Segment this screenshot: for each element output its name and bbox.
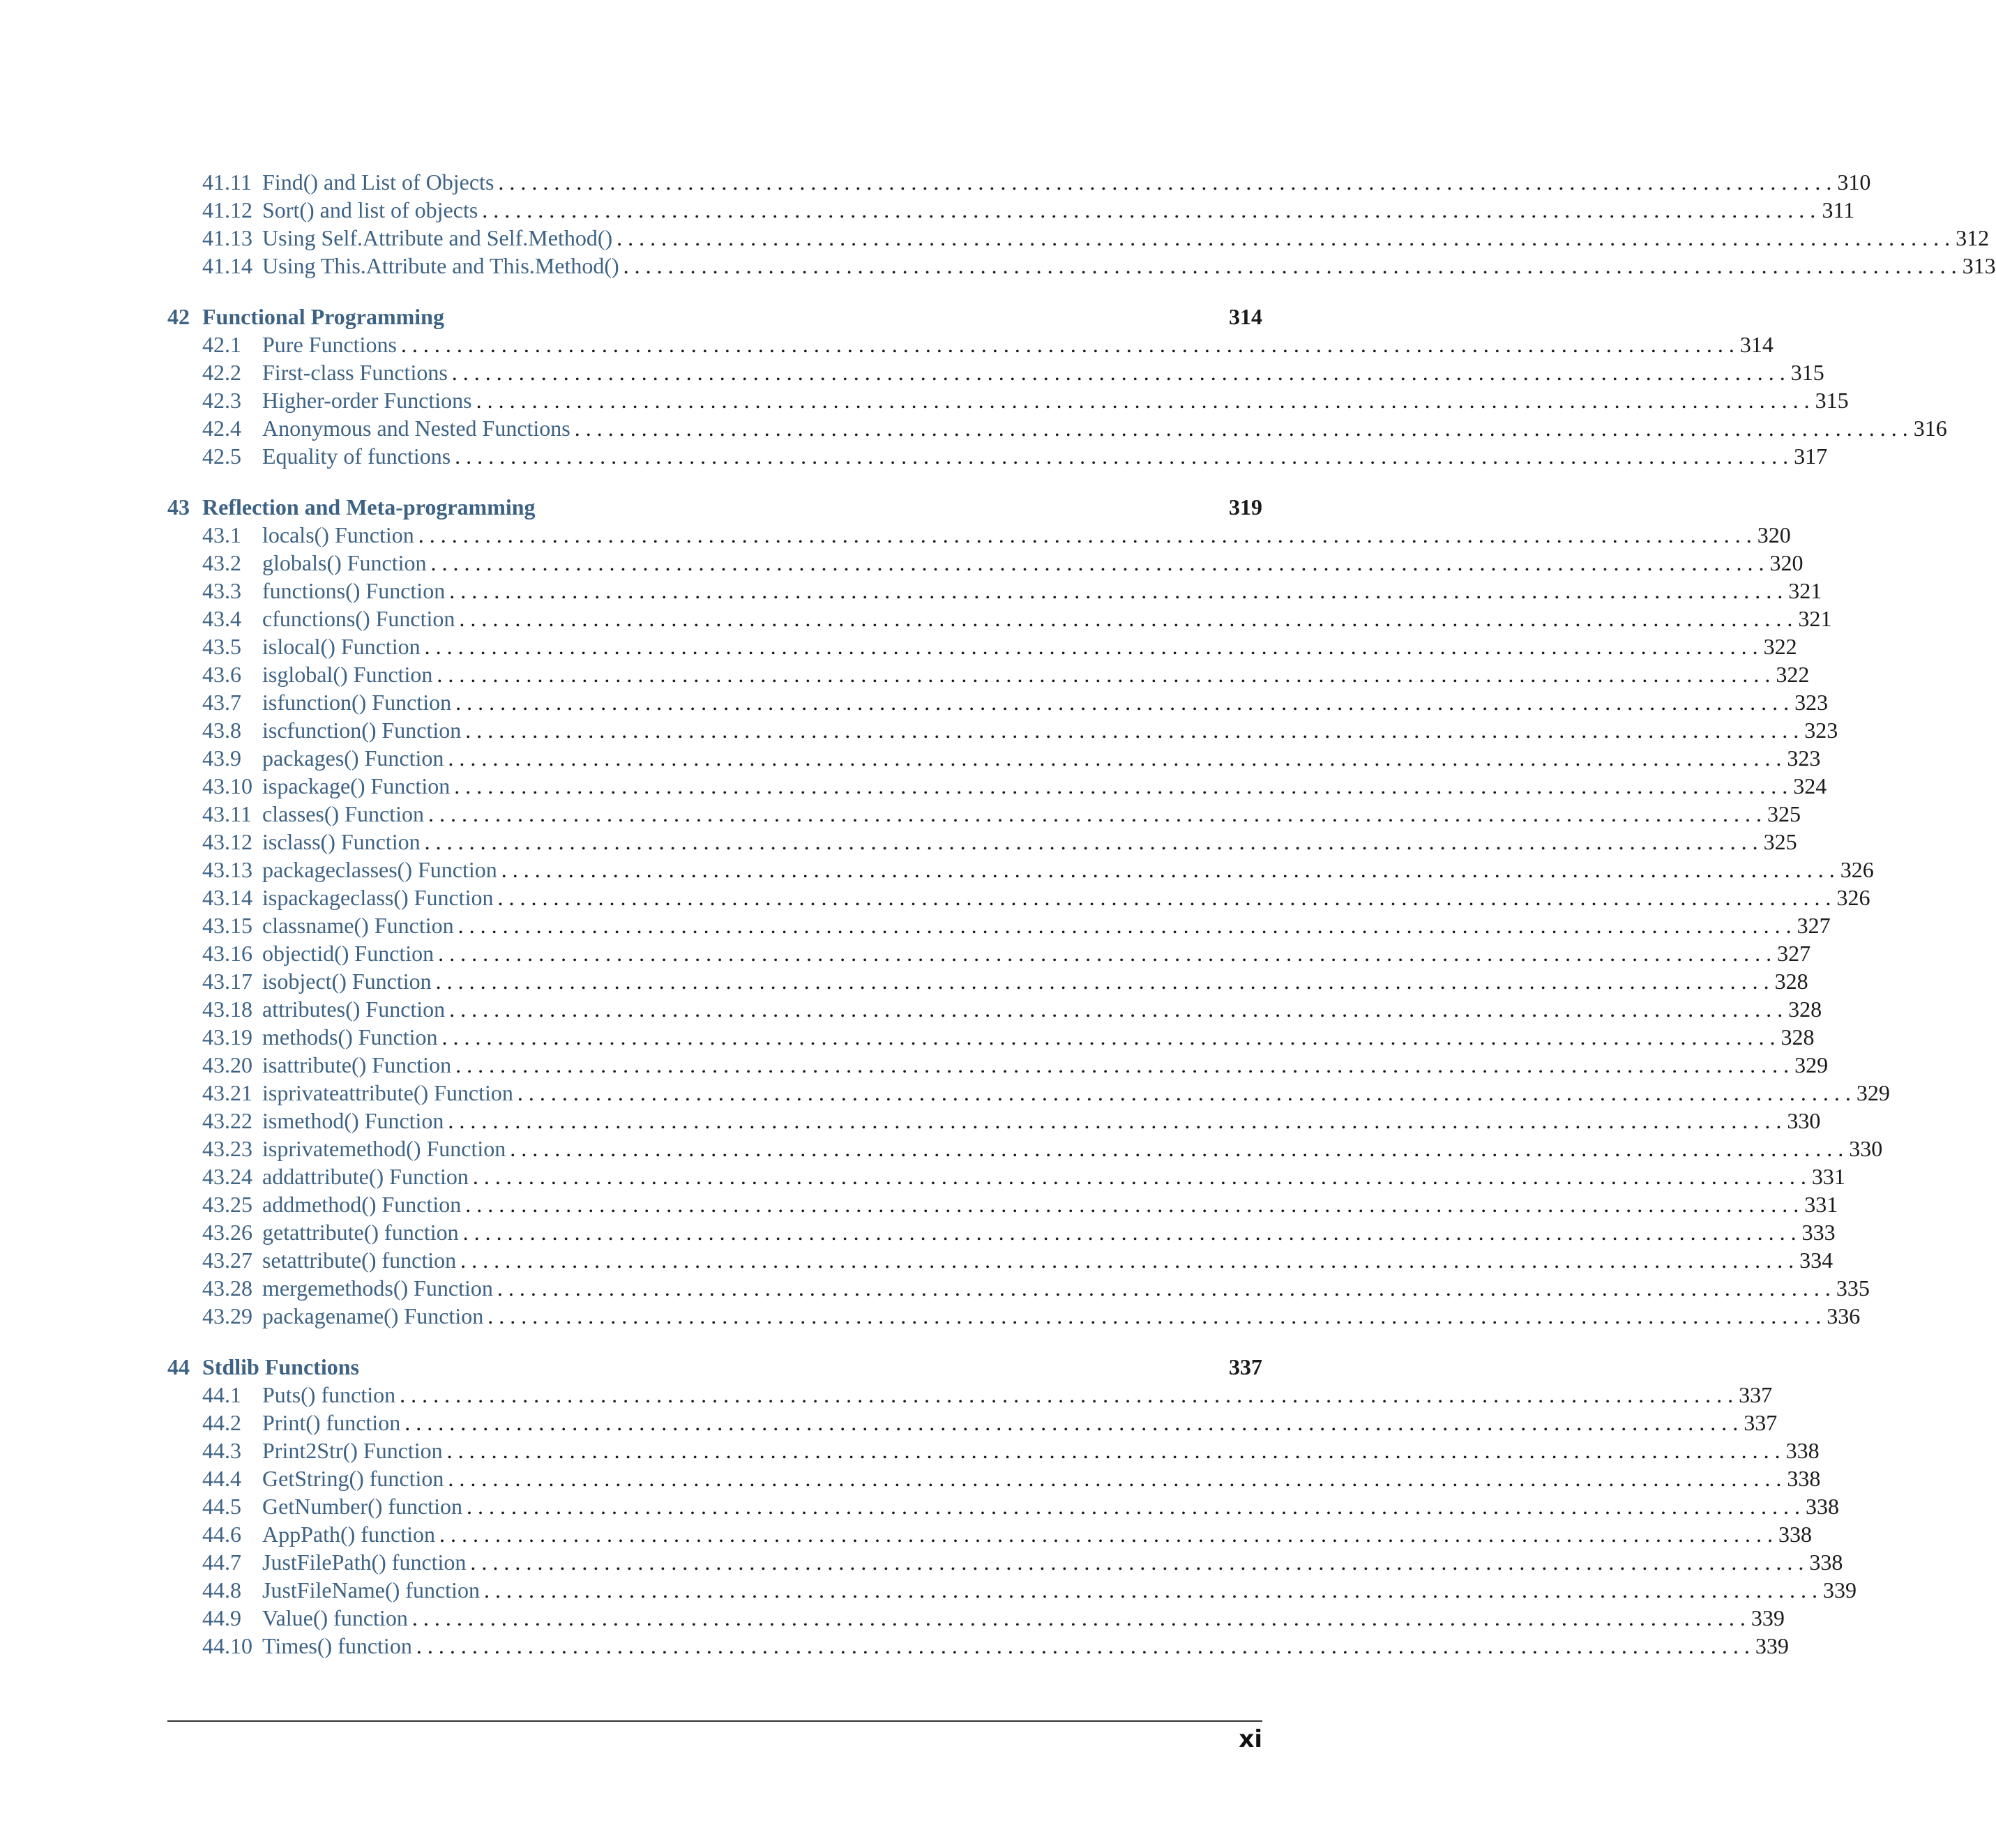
toc-entry[interactable] (167, 549, 1804, 577)
section-page-number: 338 (1787, 1466, 1821, 1491)
toc-entry[interactable] (167, 577, 1822, 605)
section-title-link[interactable]: addattribute() Function (262, 1164, 469, 1189)
toc-entry[interactable] (167, 414, 1947, 442)
section-title-link[interactable]: JustFilePath() function (262, 1550, 467, 1575)
section-number: 42.1 (202, 332, 241, 357)
section-title-link[interactable]: setattribute() function (262, 1248, 457, 1273)
section-number: 42.5 (202, 444, 241, 469)
dot-leader: . . . . . . . . . . . . . . . . . . . . . . . . . . . . . . . . . . . . . . . . . . . . . . . . . . . . . . . . . . . . . . . . . . . . . . . . . . . . . . . . . . . . . . . . . . . . . . . . . . . . . . . . . . . . . . . . . . . . . . . . (451, 360, 1785, 385)
chapter-number: 44 (167, 1354, 190, 1379)
section-page-number: 337 (1739, 1382, 1773, 1407)
dot-leader: . . . . . . . . . . . . . . . . . . . . . . . . . . . . . . . . . . . . . . . . . . . . . . . . . . . . . . . . . . . . . . . . . . . . . . . . . . . . . . . . . . . . . . . . . . . . . . . . . . . . . . . . . . . . . . . . . . . . . . . . (405, 1410, 1739, 1435)
section-number: 43.21 (202, 1080, 252, 1105)
section-number: 43.11 (202, 801, 252, 826)
section-page-number: 328 (1774, 969, 1808, 994)
dot-leader: . . . . . . . . . . . . . . . . . . . . . . . . . . . . . . . . . . . . . . . . . . . . . . . . . . . . . . . . . . . . . . . . . . . . . . . . . . . . . . . . . . . . . . . . . . . . . . . . . . . . . . . . . . . . . . . . . . . . . . . . (497, 1275, 1831, 1301)
dot-leader: . . . . . . . . . . . . . . . . . . . . . . . . . . . . . . . . . . . . . . . . . . . . . . . . . . . . . . . . . . . . . . . . . . . . . . . . . . . . . . . . . . . . . . . . . . . . . . . . . . . . . . . . . . . . . . . . . . . . . . . . (498, 169, 1832, 195)
section-title-link[interactable]: isobject() Function (262, 969, 432, 994)
dot-leader: . . . . . . . . . . . . . . . . . . . . . . . . . . . . . . . . . . . . . . . . . . . . . . . . . . . . . . . . . . . . . . . . . . . . . . . . . . . . . . . . . . . . . . . . . . . . . . . . . . . . . . . . . . . . . . . . . . . . . . . . (476, 388, 1810, 413)
section-page-number: 311 (1822, 197, 1855, 222)
section-title-link[interactable]: isprivatemethod() Function (262, 1136, 506, 1161)
dot-leader: . . . . . . . . . . . . . . . . . . . . . . . . . . . . . . . . . . . . . . . . . . . . . . . . . . . . . . . . . . . . . . . . . . . . . . . . . . . . . . . . . . . . . . . . . . . . . . . . . . . . . . . . . . . . . . . . . . . . . . . . (574, 416, 1908, 441)
toc-entry[interactable] (167, 884, 1870, 911)
section-number: 43.25 (202, 1192, 252, 1217)
toc-entry[interactable] (167, 605, 1832, 633)
toc-entry[interactable] (167, 1218, 1836, 1246)
section-page-number: 330 (1849, 1136, 1883, 1161)
chapter-title[interactable]: Stdlib Functions (202, 1354, 359, 1379)
toc-entry[interactable] (167, 386, 1849, 414)
dot-leader: . . . . . . . . . . . . . . . . . . . . . . . . . . . . . . . . . . . . . . . . . . . . . . . . . . . . . . . . . . . . . . . . . . . . . . . . . . . . . . . . . . . . . . . . . . . . . . . . . . . . . . . . . . . . . . . . . . . . . . . . (411, 1605, 1746, 1630)
section-page-number: 324 (1793, 773, 1827, 798)
toc-entry[interactable] (167, 1051, 1829, 1079)
section-title-link[interactable]: islocal() Function (262, 634, 421, 659)
section-title-link[interactable]: functions() Function (262, 578, 446, 603)
toc-entry[interactable] (167, 716, 1838, 744)
section-title-link[interactable]: classname() Function (262, 913, 454, 938)
section-number: 43.2 (202, 550, 241, 575)
section-page-number: 315 (1815, 388, 1849, 413)
section-title-link[interactable]: classes() Function (262, 801, 424, 826)
dot-leader: . . . . . . . . . . . . . . . . . . . . . . . . . . . . . . . . . . . . . . . . . . . . . . . . . . . . . . . . . . . . . . . . . . . . . . . . . . . . . . . . . . . . . . . . . . . . . . . . . . . . . . . . . . . . . . . . . . . . . . . . (424, 634, 1758, 659)
section-number: 42.3 (202, 388, 241, 413)
section-title-link[interactable]: Find() and List of Objects (262, 169, 494, 195)
toc-entry[interactable] (167, 1162, 1845, 1190)
section-number: 43.28 (202, 1275, 252, 1301)
section-page-number: 321 (1798, 606, 1832, 631)
section-title-link[interactable]: isglobal() Function (262, 662, 433, 687)
toc-entry[interactable] (167, 1437, 1820, 1464)
toc-entry[interactable] (167, 1079, 1890, 1107)
section-title-link[interactable]: Print() function (262, 1410, 401, 1435)
section-number: 43.6 (202, 662, 241, 687)
dot-leader: . . . . . . . . . . . . . . . . . . . . . . . . . . . . . . . . . . . . . . . . . . . . . . . . . . . . . . . . . . . . . . . . . . . . . . . . . . . . . . . . . . . . . . . . . . . . . . . . . . . . . . . . . . . . . . . . . . . . . . . . (400, 332, 1734, 357)
section-title-link[interactable]: mergemethods() Function (262, 1275, 493, 1301)
section-number: 43.7 (202, 690, 241, 715)
section-title-link[interactable]: Sort() and list of objects (262, 197, 478, 222)
toc-entry[interactable] (167, 633, 1797, 660)
section-number: 43.27 (202, 1248, 252, 1273)
section-number: 43.14 (202, 885, 252, 910)
section-number: 41.11 (202, 169, 252, 195)
section-page-number: 329 (1794, 1052, 1829, 1077)
dot-leader: . . . . . . . . . . . . . . . . . . . . . . . . . . . . . . . . . . . . . . . . . . . . . . . . . . . . . . . . . . . . . . . . . . . . . . . . . . . . . . . . . . . . . . . . . . . . . . . . . . . . . . . . . . . . . . . . . . . . . . . . (465, 1192, 1799, 1217)
toc-entry[interactable] (167, 856, 1874, 884)
section-number: 42.2 (202, 360, 241, 385)
section-title-link[interactable]: JustFileName() function (262, 1577, 480, 1603)
section-title-link[interactable]: GetString() function (262, 1466, 444, 1491)
section-title-link[interactable]: AppPath() function (262, 1522, 435, 1547)
section-page-number: 312 (1956, 225, 1990, 250)
section-title-link[interactable]: objectid() Function (262, 941, 434, 966)
section-title-link[interactable]: Times() function (262, 1633, 412, 1658)
section-number: 44.1 (202, 1382, 241, 1407)
toc-entry[interactable] (167, 1548, 1843, 1576)
section-page-number: 326 (1836, 885, 1870, 910)
section-number: 43.9 (202, 745, 241, 771)
section-title-link[interactable]: locals() Function (262, 522, 414, 547)
section-page-number: 335 (1836, 1275, 1870, 1301)
dot-leader: . . . . . . . . . . . . . . . . . . . . . . . . . . . . . . . . . . . . . . . . . . . . . . . . . . . . . . . . . . . . . . . . . . . . . . . . . . . . . . . . . . . . . . . . . . . . . . . . . . . . . . . . . . . . . . . . . . . . . . . . (482, 197, 1816, 222)
toc-entry[interactable] (167, 1632, 1789, 1660)
toc-entry[interactable] (167, 1604, 1785, 1632)
dot-leader: . . . . . . . . . . . . . . . . . . . . . . . . . . . . . . . . . . . . . . . . . . . . . . . . . . . . . . . . . . . . . . . . . . . . . . . . . . . . . . . . . . . . . . . . . . . . . . . . . . . . . . . . . . . . . . . . . . . . . . . . (472, 1164, 1806, 1189)
dot-leader: . . . . . . . . . . . . . . . . . . . . . . . . . . . . . . . . . . . . . . . . . . . . . . . . . . . . . . . . . . . . . . . . . . . . . . . . . . . . . . . . . . . . . . . . . . . . . . . . . . . . . . . . . . . . . . . . . . . . . . . . (467, 1494, 1801, 1519)
section-number: 43.5 (202, 634, 241, 659)
section-number: 44.10 (202, 1633, 252, 1658)
section-number: 44.9 (202, 1605, 241, 1630)
section-page-number: 339 (1755, 1633, 1789, 1658)
section-number: 43.20 (202, 1052, 252, 1077)
toc-entry[interactable] (167, 1135, 1883, 1162)
section-page-number: 314 (1739, 332, 1774, 357)
chapter-page-number: 337 (1229, 1354, 1262, 1379)
dot-leader: . . . . . . . . . . . . . . . . . . . . . . . . . . . . . . . . . . . . . . . . . . . . . . . . . . . . . . . . . . . . . . . . . . . . . . . . . . . . . . . . . . . . . . . . . . . . . . . . . . . . . . . . . . . . . . . . . . . . . . . . (441, 1024, 1776, 1050)
section-page-number: 323 (1804, 718, 1838, 743)
section-number: 43.13 (202, 857, 252, 882)
section-title-link[interactable]: ismethod() Function (262, 1108, 444, 1133)
dot-leader: . . . . . . . . . . . . . . . . . . . . . . . . . . . . . . . . . . . . . . . . . . . . . . . . . . . . . . . . . . . . . . . . . . . . . . . . . . . . . . . . . . . . . . . . . . . . . . . . . . . . . . . . . . . . . . . . . . . . . . . . (428, 801, 1762, 826)
section-title-link[interactable]: ispackage() Function (262, 773, 451, 798)
section-page-number: 322 (1776, 662, 1810, 687)
section-title-link[interactable]: packageclasses() Function (262, 857, 497, 882)
page-number: xi (1239, 1725, 1262, 1753)
toc-chapter-heading[interactable] (167, 493, 1262, 521)
dot-leader: . . . . . . . . . . . . . . . . . . . . . . . . . . . . . . . . . . . . . . . . . . . . . . . . . . . . . . . . . . . . . . . . . . . . . . . . . . . . . . . . . . . . . . . . . . . . . . . . . . . . . . . . . . . . . . . . . . . . . . . . (497, 885, 1831, 910)
toc-entry[interactable] (167, 800, 1801, 828)
section-page-number: 338 (1806, 1494, 1840, 1519)
section-number: 43.22 (202, 1108, 252, 1133)
dot-leader: . . . . . . . . . . . . . . . . . . . . . . . . . . . . . . . . . . . . . . . . . . . . . . . . . . . . . . . . . . . . . . . . . . . . . . . . . . . . . . . . . . . . . . . . . . . . . . . . . . . . . . . . . . . . . . . . . . . . . . . . (470, 1550, 1804, 1575)
chapter-number: 42 (167, 304, 190, 329)
dot-leader: . . . . . . . . . . . . . . . . . . . . . . . . . . . . . . . . . . . . . . . . . . . . . . . . . . . . . . . . . . . . . . . . . . . . . . . . . . . . . . . . . . . . . . . . . . . . . . . . . . . . . . . . . . . . . . . . . . . . . . . . (446, 1438, 1780, 1463)
section-number: 44.4 (202, 1466, 241, 1491)
section-number: 43.3 (202, 578, 241, 603)
dot-leader: . . . . . . . . . . . . . . . . . . . . . . . . . . . . . . . . . . . . . . . . . . . . . . . . . . . . . . . . . . . . . . . . . . . . . . . . . . . . . . . . . . . . . . . . . . . . . . . . . . . . . . . . . . . . . . . . . . . . . . . . (460, 1248, 1794, 1273)
section-page-number: 328 (1780, 1024, 1815, 1050)
section-page-number: 337 (1744, 1410, 1778, 1435)
toc-entry[interactable] (167, 939, 1811, 967)
toc-entry[interactable] (167, 967, 1808, 995)
section-number: 43.15 (202, 913, 252, 938)
section-page-number: 330 (1787, 1108, 1821, 1133)
section-page-number: 328 (1788, 997, 1822, 1022)
section-page-number: 327 (1797, 913, 1831, 938)
toc-entry[interactable] (167, 521, 1791, 549)
section-title-link[interactable]: iscfunction() Function (262, 718, 462, 743)
toc-entry[interactable] (167, 1464, 1821, 1492)
toc-entry[interactable] (167, 252, 1996, 280)
dot-leader: . . . . . . . . . . . . . . . . . . . . . . . . . . . . . . . . . . . . . . . . . . . . . . . . . . . . . . . . . . . . . . . . . . . . . . . . . . . . . . . . . . . . . . . . . . . . . . . . . . . . . . . . . . . . . . . . . . . . . . . . (617, 225, 1951, 250)
toc-entry[interactable] (167, 660, 1810, 688)
section-page-number: 315 (1790, 360, 1824, 385)
toc-entry[interactable] (167, 442, 1828, 470)
dot-leader: . . . . . . . . . . . . . . . . . . . . . . . . . . . . . . . . . . . . . . . . . . . . . . . . . . . . . . . . . . . . . . . . . . . . . . . . . . . . . . . . . . . . . . . . . . . . . . . . . . . . . . . . . . . . . . . . . . . . . . . . (455, 444, 1789, 469)
toc-entry[interactable] (167, 772, 1827, 800)
section-page-number: 339 (1751, 1605, 1785, 1630)
dot-leader: . . . . . . . . . . . . . . . . . . . . . . . . . . . . . . . . . . . . . . . . . . . . . . . . . . . . . . . . . . . . . . . . . . . . . . . . . . . . . . . . . . . . . . . . . . . . . . . . . . . . . . . . . . . . . . . . . . . . . . . . (517, 1080, 1851, 1105)
section-title-link[interactable]: isfunction() Function (262, 690, 452, 715)
section-number: 43.12 (202, 829, 252, 854)
section-page-number: 323 (1794, 690, 1829, 715)
section-number: 43.4 (202, 606, 241, 631)
section-title-link[interactable]: GetNumber() function (262, 1494, 463, 1519)
chapter-page-number: 314 (1229, 304, 1262, 329)
toc-entry[interactable] (167, 1576, 1857, 1604)
section-number: 44.7 (202, 1550, 241, 1575)
section-number: 43.24 (202, 1164, 252, 1189)
toc-chapter-heading[interactable] (167, 303, 1262, 331)
toc-entry[interactable] (167, 1302, 1861, 1330)
dot-leader: . . . . . . . . . . . . . . . . . . . . . . . . . . . . . . . . . . . . . . . . . . . . . . . . . . . . . . . . . . . . . . . . . . . . . . . . . . . . . . . . . . . . . . . . . . . . . . . . . . . . . . . . . . . . . . . . . . . . . . . . (448, 1466, 1782, 1491)
dot-leader: . . . . . . . . . . . . . . . . . . . . . . . . . . . . . . . . . . . . . . . . . . . . . . . . . . . . . . . . . . . . . . . . . . . . . . . . . . . . . . . . . . . . . . . . . . . . . . . . . . . . . . . . . . . . . . . . . . . . . . . . (465, 718, 1799, 743)
section-title-link[interactable]: cfunctions() Function (262, 606, 455, 631)
section-page-number: 316 (1913, 416, 1947, 441)
section-title-link[interactable]: Pure Functions (262, 332, 397, 357)
section-number: 43.23 (202, 1136, 252, 1161)
section-number: 42.4 (202, 416, 241, 441)
section-title-link[interactable]: Using Self.Attribute and Self.Method() (262, 225, 613, 250)
section-page-number: 339 (1822, 1577, 1857, 1603)
section-number: 44.8 (202, 1577, 241, 1603)
section-number: 41.12 (202, 197, 252, 222)
footer-rule (167, 1720, 1262, 1722)
section-page-number: 334 (1799, 1248, 1834, 1273)
dot-leader: . . . . . . . . . . . . . . . . . . . . . . . . . . . . . . . . . . . . . . . . . . . . . . . . . . . . . . . . . . . . . . . . . . . . . . . . . . . . . . . . . . . . . . . . . . . . . . . . . . . . . . . . . . . . . . . . . . . . . . . . (501, 857, 1835, 882)
toc-entry[interactable] (167, 1274, 1870, 1302)
dot-leader: . . . . . . . . . . . . . . . . . . . . . . . . . . . . . . . . . . . . . . . . . . . . . . . . . . . . . . . . . . . . . . . . . . . . . . . . . . . . . . . . . . . . . . . . . . . . . . . . . . . . . . . . . . . . . . . . . . . . . . . . (623, 253, 1957, 278)
toc-entry[interactable] (167, 1190, 1838, 1218)
chapter-number: 43 (167, 494, 190, 520)
dot-leader: . . . . . . . . . . . . . . . . . . . . . . . . . . . . . . . . . . . . . . . . . . . . . . . . . . . . . . . . . . . . . . . . . . . . . . . . . . . . . . . . . . . . . . . . . . . . . . . . . . . . . . . . . . . . . . . . . . . . . . . . (438, 941, 1772, 966)
section-title-link[interactable]: isprivateattribute() Function (262, 1080, 513, 1105)
dot-leader: . . . . . . . . . . . . . . . . . . . . . . . . . . . . . . . . . . . . . . . . . . . . . . . . . . . . . . . . . . . . . . . . . . . . . . . . . . . . . . . . . . . . . . . . . . . . . . . . . . . . . . . . . . . . . . . . . . . . . . . . (439, 1522, 1773, 1547)
dot-leader: . . . . . . . . . . . . . . . . . . . . . . . . . . . . . . . . . . . . . . . . . . . . . . . . . . . . . . . . . . . . . . . . . . . . . . . . . . . . . . . . . . . . . . . . . . . . . . . . . . . . . . . . . . . . . . . . . . . . . . . . (435, 969, 1769, 994)
toc-entry[interactable] (167, 1492, 1840, 1520)
dot-leader: . . . . . . . . . . . . . . . . . . . . . . . . . . . . . . . . . . . . . . . . . . . . . . . . . . . . . . . . . . . . . . . . . . . . . . . . . . . . . . . . . . . . . . . . . . . . . . . . . . . . . . . . . . . . . . . . . . . . . . . . (448, 1108, 1782, 1133)
section-number: 43.8 (202, 718, 241, 743)
chapter-title[interactable]: Functional Programming (202, 304, 444, 329)
dot-leader: . . . . . . . . . . . . . . . . . . . . . . . . . . . . . . . . . . . . . . . . . . . . . . . . . . . . . . . . . . . . . . . . . . . . . . . . . . . . . . . . . . . . . . . . . . . . . . . . . . . . . . . . . . . . . . . . . . . . . . . . (454, 773, 1788, 798)
section-number: 43.18 (202, 997, 252, 1022)
section-title-link[interactable]: attributes() Function (262, 997, 446, 1022)
section-page-number: 320 (1757, 522, 1791, 547)
toc-entry[interactable] (167, 744, 1821, 772)
section-page-number: 317 (1794, 444, 1828, 469)
dot-leader: . . . . . . . . . . . . . . . . . . . . . . . . . . . . . . . . . . . . . . . . . . . . . . . . . . . . . . . . . . . . . . . . . . . . . . . . . . . . . . . . . . . . . . . . . . . . . . . . . . . . . . . . . . . . . . . . . . . . . . . . (455, 1052, 1790, 1077)
section-number: 43.17 (202, 969, 252, 994)
section-title-link[interactable]: globals() Function (262, 550, 427, 575)
dot-leader: . . . . . . . . . . . . . . . . . . . . . . . . . . . . . . . . . . . . . . . . . . . . . . . . . . . . . . . . . . . . . . . . . . . . . . . . . . . . . . . . . . . . . . . . . . . . . . . . . . . . . . . . . . . . . . . . . . . . . . . . (400, 1382, 1734, 1407)
section-page-number: 323 (1787, 745, 1821, 771)
section-title-link[interactable]: isclass() Function (262, 829, 421, 854)
section-title-link[interactable]: ispackageclass() Function (262, 885, 494, 910)
section-page-number: 338 (1778, 1522, 1812, 1547)
toc-entry[interactable] (167, 1520, 1812, 1548)
section-number: 43.16 (202, 941, 252, 966)
dot-leader: . . . . . . . . . . . . . . . . . . . . . . . . . . . . . . . . . . . . . . . . . . . . . . . . . . . . . . . . . . . . . . . . . . . . . . . . . . . . . . . . . . . . . . . . . . . . . . . . . . . . . . . . . . . . . . . . . . . . . . . . (416, 1633, 1750, 1658)
section-page-number: 338 (1809, 1550, 1843, 1575)
table-of-contents (167, 168, 1996, 1660)
section-title-link[interactable]: Print2Str() Function (262, 1438, 443, 1463)
section-title-link[interactable]: Higher-order Functions (262, 388, 472, 413)
section-number: 44.6 (202, 1522, 241, 1547)
dot-leader: . . . . . . . . . . . . . . . . . . . . . . . . . . . . . . . . . . . . . . . . . . . . . . . . . . . . . . . . . . . . . . . . . . . . . . . . . . . . . . . . . . . . . . . . . . . . . . . . . . . . . . . . . . . . . . . . . . . . . . . . (510, 1136, 1844, 1161)
section-page-number: 329 (1856, 1080, 1890, 1105)
section-page-number: 331 (1811, 1164, 1845, 1189)
section-page-number: 326 (1840, 857, 1874, 882)
section-page-number: 336 (1827, 1303, 1861, 1328)
section-title-link[interactable]: First-class Functions (262, 360, 448, 385)
section-title-link[interactable]: Anonymous and Nested Functions (262, 416, 570, 441)
section-page-number: 320 (1769, 550, 1804, 575)
chapter-page-number: 319 (1229, 494, 1262, 520)
section-number: 43.10 (202, 773, 252, 798)
toc-entry[interactable] (167, 224, 1990, 252)
chapter-title[interactable]: Reflection and Meta-programming (202, 494, 536, 520)
section-title-link[interactable]: getattribute() function (262, 1220, 459, 1245)
toc-entry[interactable] (167, 828, 1797, 856)
dot-leader: . . . . . . . . . . . . . . . . . . . . . . . . . . . . . . . . . . . . . . . . . . . . . . . . . . . . . . . . . . . . . . . . . . . . . . . . . . . . . . . . . . . . . . . . . . . . . . . . . . . . . . . . . . . . . . . . . . . . . . . . (458, 913, 1792, 938)
dot-leader: . . . . . . . . . . . . . . . . . . . . . . . . . . . . . . . . . . . . . . . . . . . . . . . . . . . . . . . . . . . . . . . . . . . . . . . . . . . . . . . . . . . . . . . . . . . . . . . . . . . . . . . . . . . . . . . . . . . . . . . . (462, 1220, 1797, 1245)
toc-entry[interactable] (167, 688, 1829, 716)
section-number: 43.19 (202, 1024, 252, 1050)
section-page-number: 322 (1763, 634, 1797, 659)
section-title-link[interactable]: packagename() Function (262, 1303, 484, 1328)
dot-leader: . . . . . . . . . . . . . . . . . . . . . . . . . . . . . . . . . . . . . . . . . . . . . . . . . . . . . . . . . . . . . . . . . . . . . . . . . . . . . . . . . . . . . . . . . . . . . . . . . . . . . . . . . . . . . . . . . . . . . . . . (455, 690, 1790, 715)
section-page-number: 325 (1767, 801, 1801, 826)
toc-entry[interactable] (167, 995, 1822, 1023)
dot-leader: . . . . . . . . . . . . . . . . . . . . . . . . . . . . . . . . . . . . . . . . . . . . . . . . . . . . . . . . . . . . . . . . . . . . . . . . . . . . . . . . . . . . . . . . . . . . . . . . . . . . . . . . . . . . . . . . . . . . . . . . (424, 829, 1758, 854)
section-number: 41.13 (202, 225, 252, 250)
section-number: 41.14 (202, 253, 252, 278)
dot-leader: . . . . . . . . . . . . . . . . . . . . . . . . . . . . . . . . . . . . . . . . . . . . . . . . . . . . . . . . . . . . . . . . . . . . . . . . . . . . . . . . . . . . . . . . . . . . . . . . . . . . . . . . . . . . . . . . . . . . . . . . (418, 522, 1752, 547)
dot-leader: . . . . . . . . . . . . . . . . . . . . . . . . . . . . . . . . . . . . . . . . . . . . . . . . . . . . . . . . . . . . . . . . . . . . . . . . . . . . . . . . . . . . . . . . . . . . . . . . . . . . . . . . . . . . . . . . . . . . . . . . (487, 1303, 1822, 1328)
toc-entry[interactable] (167, 1023, 1815, 1051)
section-number: 44.2 (202, 1410, 241, 1435)
toc-entry[interactable] (167, 911, 1831, 939)
section-page-number: 325 (1763, 829, 1797, 854)
toc-entry[interactable] (167, 1107, 1821, 1135)
section-page-number: 331 (1804, 1192, 1838, 1217)
section-title-link[interactable]: isattribute() Function (262, 1052, 452, 1077)
toc-entry[interactable] (167, 168, 1871, 196)
section-page-number: 327 (1777, 941, 1811, 966)
section-number: 43.29 (202, 1303, 252, 1328)
section-number: 44.3 (202, 1438, 241, 1463)
toc-entry[interactable] (167, 196, 1855, 224)
section-title-link[interactable]: addmethod() Function (262, 1192, 462, 1217)
toc-entry[interactable] (167, 1381, 1773, 1409)
dot-leader: . . . . . . . . . . . . . . . . . . . . . . . . . . . . . . . . . . . . . . . . . . . . . . . . . . . . . . . . . . . . . . . . . . . . . . . . . . . . . . . . . . . . . . . . . . . . . . . . . . . . . . . . . . . . . . . . . . . . . . . . (430, 550, 1764, 575)
section-title-link[interactable]: methods() Function (262, 1024, 438, 1050)
toc-entry[interactable] (167, 1409, 1778, 1437)
toc-entry[interactable] (167, 1246, 1834, 1274)
dot-leader: . . . . . . . . . . . . . . . . . . . . . . . . . . . . . . . . . . . . . . . . . . . . . . . . . . . . . . . . . . . . . . . . . . . . . . . . . . . . . . . . . . . . . . . . . . . . . . . . . . . . . . . . . . . . . . . . . . . . . . . . (449, 578, 1783, 603)
toc-chapter-heading[interactable] (167, 1353, 1262, 1381)
section-title-link[interactable]: Equality of functions (262, 444, 451, 469)
section-title-link[interactable]: Using This.Attribute and This.Method() (262, 253, 619, 278)
section-page-number: 310 (1837, 169, 1871, 195)
dot-leader: . . . . . . . . . . . . . . . . . . . . . . . . . . . . . . . . . . . . . . . . . . . . . . . . . . . . . . . . . . . . . . . . . . . . . . . . . . . . . . . . . . . . . . . . . . . . . . . . . . . . . . . . . . . . . . . . . . . . . . . . (448, 745, 1782, 771)
dot-leader: . . . . . . . . . . . . . . . . . . . . . . . . . . . . . . . . . . . . . . . . . . . . . . . . . . . . . . . . . . . . . . . . . . . . . . . . . . . . . . . . . . . . . . . . . . . . . . . . . . . . . . . . . . . . . . . . . . . . . . . . (483, 1577, 1817, 1603)
dot-leader: . . . . . . . . . . . . . . . . . . . . . . . . . . . . . . . . . . . . . . . . . . . . . . . . . . . . . . . . . . . . . . . . . . . . . . . . . . . . . . . . . . . . . . . . . . . . . . . . . . . . . . . . . . . . . . . . . . . . . . . . (437, 662, 1771, 687)
dot-leader: . . . . . . . . . . . . . . . . . . . . . . . . . . . . . . . . . . . . . . . . . . . . . . . . . . . . . . . . . . . . . . . . . . . . . . . . . . . . . . . . . . . . . . . . . . . . . . . . . . . . . . . . . . . . . . . . . . . . . . . . (449, 997, 1783, 1022)
section-page-number: 321 (1788, 578, 1822, 603)
section-title-link[interactable]: packages() Function (262, 745, 444, 771)
section-page-number: 333 (1801, 1220, 1836, 1245)
dot-leader: . . . . . . . . . . . . . . . . . . . . . . . . . . . . . . . . . . . . . . . . . . . . . . . . . . . . . . . . . . . . . . . . . . . . . . . . . . . . . . . . . . . . . . . . . . . . . . . . . . . . . . . . . . . . . . . . . . . . . . . . (459, 606, 1793, 631)
toc-entry[interactable] (167, 331, 1774, 358)
section-title-link[interactable]: Puts() function (262, 1382, 396, 1407)
section-page-number: 338 (1785, 1438, 1820, 1463)
section-number: 43.26 (202, 1220, 252, 1245)
section-number: 43.1 (202, 522, 241, 547)
section-title-link[interactable]: Value() function (262, 1605, 408, 1630)
section-page-number: 313 (1962, 253, 1996, 278)
toc-entry[interactable] (167, 358, 1824, 386)
section-number: 44.5 (202, 1494, 241, 1519)
